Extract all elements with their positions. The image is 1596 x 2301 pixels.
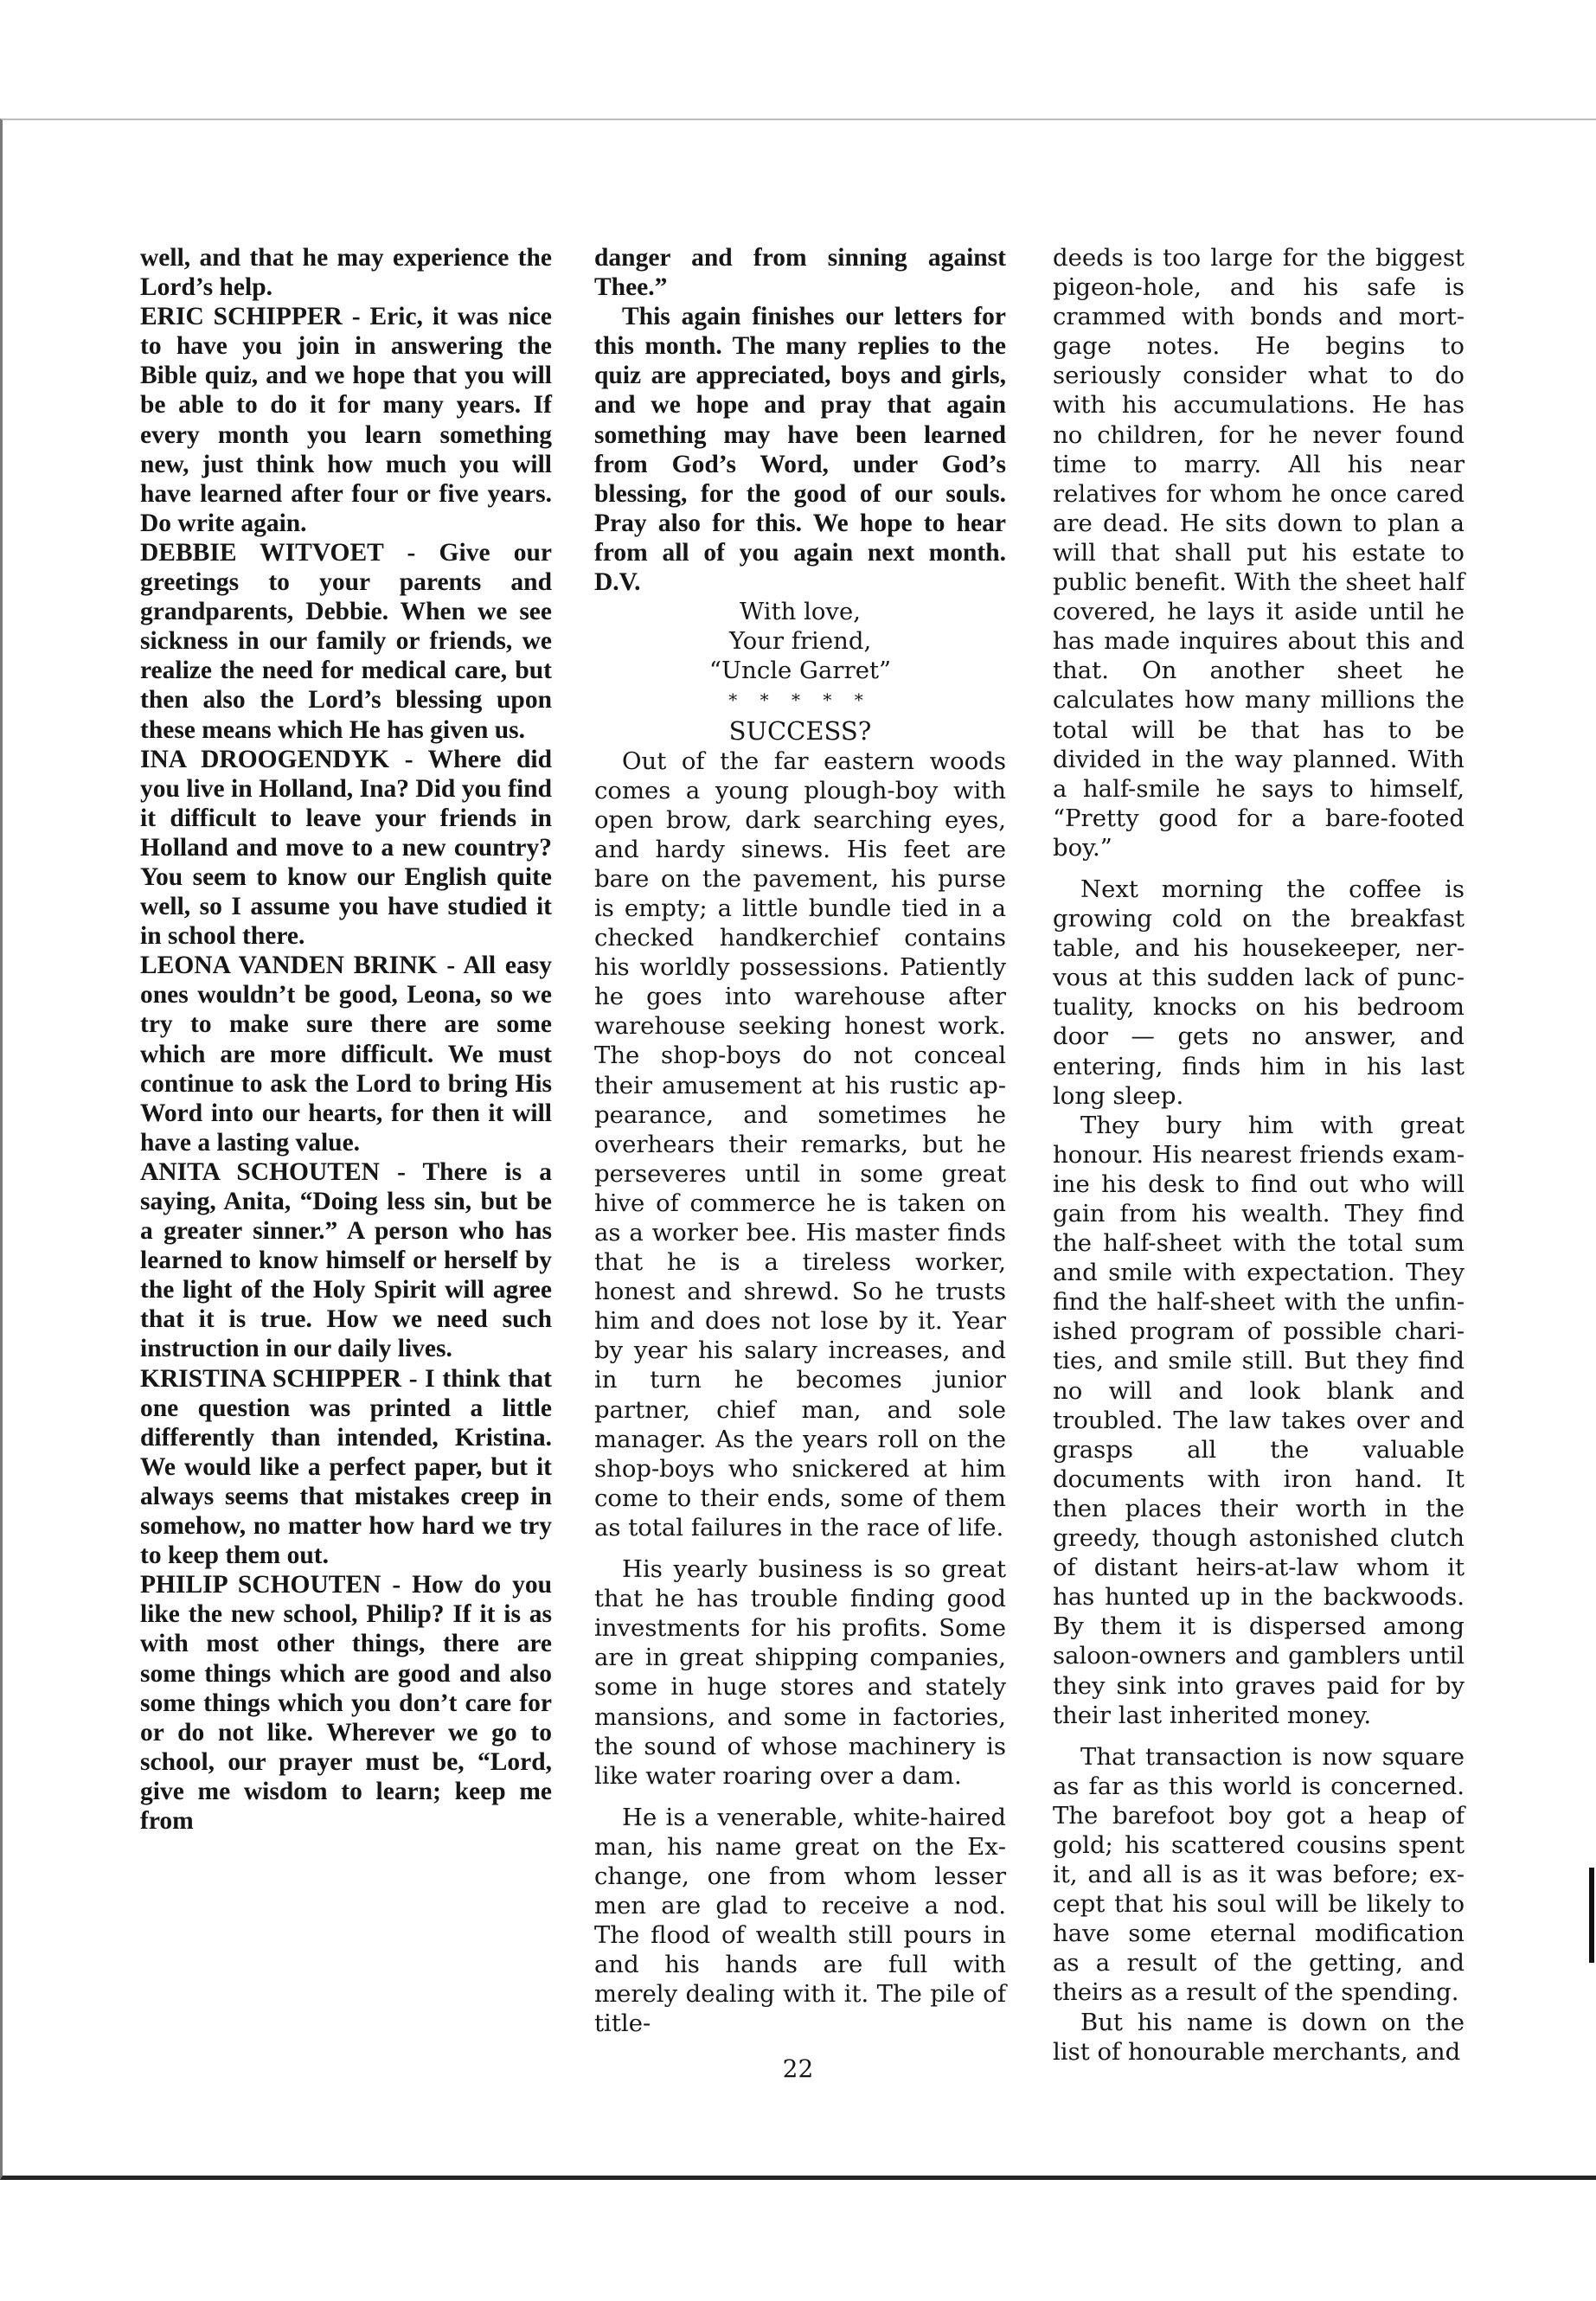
column-middle [594, 243, 1006, 2039]
signature: “Uncle Garret” [708, 657, 892, 685]
binding-mark [1589, 1868, 1594, 1963]
letter-reply-ina: INA DROOGENDYK - Where did you live in Holland, Ina? Did you find it difficult to leave your friends in Holland and move to a new country? You seem to know our English quite well, so I assume you have studied it in school there. [140, 745, 552, 951]
paragraph: danger and from sinning against Thee.” [594, 244, 1006, 302]
paragraph: Next morning the coffee is growing cold on the breakfast table, and his housekeeper, nervous at this sudden lack of punctuality, knocks on his bedroom door — gets no answer, and entering, finds him in his last long sleep. [1053, 875, 1465, 1110]
closing-line: Your friend, [728, 627, 872, 656]
article-title: SUCCESS? [728, 716, 872, 747]
section-divider: * * * * * [728, 689, 872, 711]
letter-reply-philip: PHILIP SCHOUTEN - How do you like the new school, Philip? If it is as with most other things, there are some things which are good and also some things which you don’t care for or do not like. Wherever we go to school, our prayer must be, “Lord, give me wisdom to learn; keep me from [140, 1571, 552, 1835]
paragraph: They bury him with great honour. His nearest friends examine his desk to find out who will gain from his wealth. They find the half-sheet with the total sum and smile with expectation. They find the half-sheet with the unfinished program of possible charities, and smile still. But they find no will and look blank and troubled. The law takes over and grasps all the valuable documents with iron hand. It then places their worth in the greedy, though astonished clutch of distant heirs-at-law whom it has hunted up in the backwoods. By them it is dispersed among saloon-owners and gamblers until they sink into graves paid for by their last inherited money. [1053, 1111, 1465, 1729]
letter-reply-kristina: KRISTINA SCHIPPER - I think that one question was printed a little differently than intended, Kristina. We would like a perfect paper, but it always seems that mistakes creep in somehow, no matter how hard we try to keep them out. [140, 1364, 552, 1570]
letter-reply-leona: LEONA VANDEN BRINK - All easy ones wouldn’t be good, Leona, so we try to make sure there are some which are more difficult. We must continue to ask the Lord to bring His Word into our hearts, for then it will have a lasting value. [140, 952, 552, 1157]
paragraph: deeds is too large for the biggest pigeon-hole, and his safe is crammed with bonds and mortgage notes. He begins to seriously consider what to do with his accumulations. He has no children, for he never found time to marry. All his near relatives for whom he once cared are dead. He sits down to plan a will that shall put his estate to public benefit. With the sheet half covered, he lays it aside until he has made inquires about this and that. On another sheet he calculates how many millions the total will be that has to be divided in the way planned. With a half-smile he says to himself, “Pretty good for a bare-footed boy.” [1053, 244, 1465, 862]
paragraph: He is a venerable, white-haired man, his name great on the Exchange, one from whom lesser men are glad to receive a nod. The flood of wealth still pours in and his hands are full with merely dealing with it. The pile of title- [594, 1803, 1006, 2038]
paragraph: Out of the far eastern woods comes a young plough-boy with open brow, dark searching eyes, and hardy sinews. His feet are bare on the pavement, his purse is empty; a little bundle tied in a checked handkerchief contains his worldly possessions. Patiently he goes into warehouse after warehouse seeking honest work. The shop-boys do not conceal their amusement at his rustic appearance, and sometimes he overhears their remarks, but he perseveres until in some great hive of commerce he is taken on as a worker bee. His master finds that he is a tireless worker, honest and shrewd. So he trusts him and does not lose by it. Year by year his salary increases, and in turn he becomes junior partner, chief man, and sole manager. As the years roll on the shop-boys who snickered at him come to their ends, some of them as total failures in the race of life. [594, 747, 1006, 1541]
letter-reply-debbie: DEBBIE WITVOET - Give our greetings to your parents and grandparents, Debbie. When we see sickness in our family or friends, we realize the need for medical care, but then also the Lord’s blessing upon these means which He has given us. [140, 538, 552, 744]
column-left [140, 243, 552, 1836]
letter-reply-anita: ANITA SCHOUTEN - There is a saying, Anita, “Doing less sin, but be a greater sinner.” A person who has learned to know himself or herself by the light of the Holy Spirit will agree that it is true. How we need such instruction in our daily lives. [140, 1157, 552, 1363]
paragraph: But his name is down on the list of honourable merchants, and [1053, 2008, 1465, 2066]
letter-reply-eric: ERIC SCHIPPER - Eric, it was nice to have you join in answering the Bible quiz, and we hope that you will be able to do it for many years. If every month you learn something new, just think how much you will have learned after four or five years. Do write again. [140, 303, 552, 537]
paragraph: This again finishes our letters for this month. The many replies to the quiz are appreciated, boys and girls, and we hope and pray that again something may have been learned from God’s Word, under God’s blessing, for the good of our souls. Pray also for this. We hope to hear from all of you again next month. D.V. [594, 303, 1006, 597]
column-right [1053, 243, 1465, 2067]
page-number: 22 [782, 2054, 814, 2083]
paragraph: That transaction is now square as far as this world is concerned. The barefoot boy got a heap of gold; his scattered cousins spent it, and all is as it was before; except that his soul will be likely to have some eternal modification as a result of the getting, and theirs as a result of the spending. [1053, 1742, 1465, 2007]
paragraph: well, and that he may experience the Lord’s help. [140, 244, 552, 302]
closing-line: With love, [740, 598, 861, 626]
paragraph: His yearly business is so great that he has trouble finding good investments for his profits. Some are in great shipping companies, some in huge stores and stately mansions, and some in factories, the sound of whose machinery is like water roaring over a dam. [594, 1555, 1006, 1790]
